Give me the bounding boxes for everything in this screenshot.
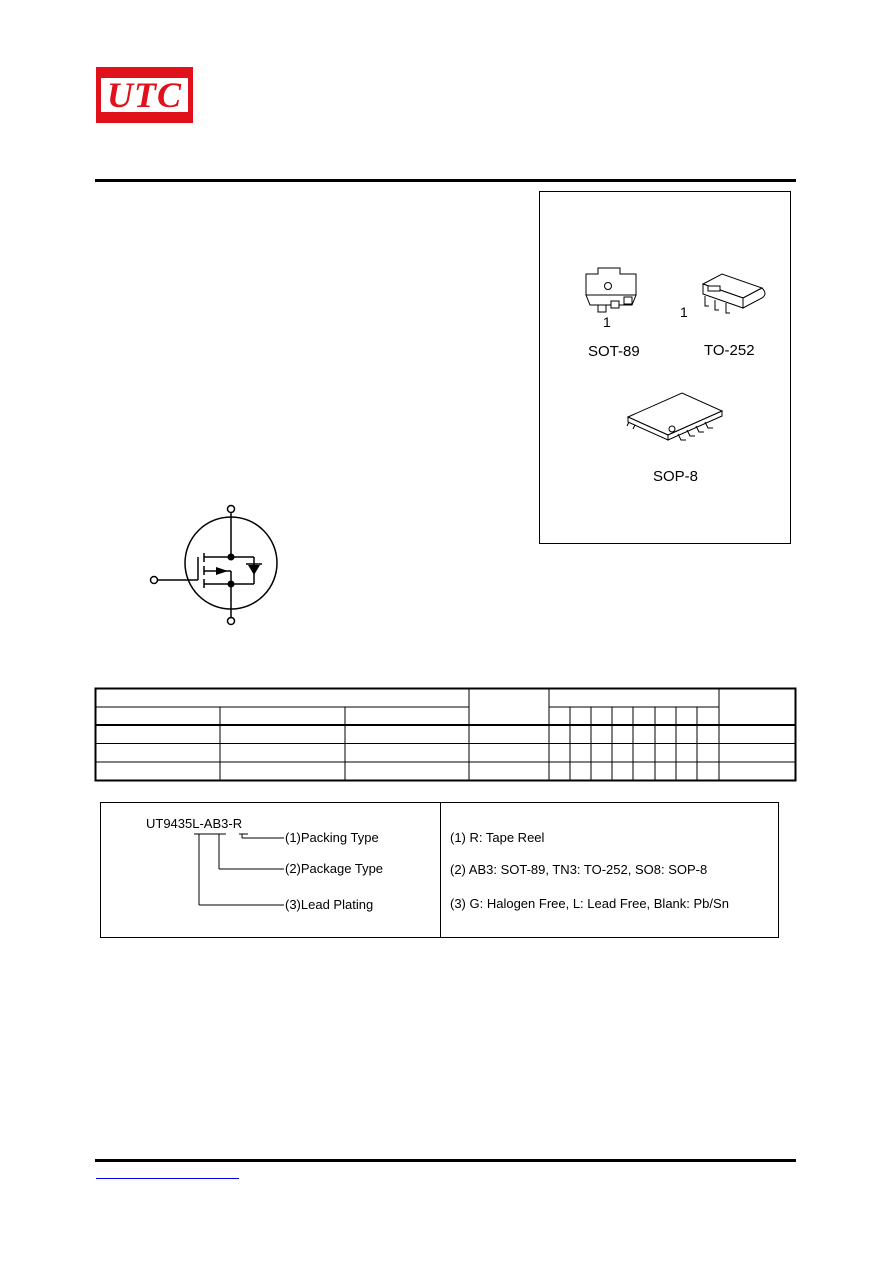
note-plating: (3) G: Halogen Free, L: Lead Free, Blank: Pb/Sn [450,896,729,911]
field-packing-type: (1)Packing Type [285,830,379,845]
field-package-type: (2)Package Type [285,861,384,876]
note-packing: (1) R: Tape Reel [450,830,545,845]
note-package: (2) AB3: SOT-89, TN3: TO-252, SO8: SOP-8 [450,862,708,877]
to252-label: TO-252 [704,342,755,359]
field-lead-plating: (3)Lead Plating [285,897,374,912]
part-number: UT9435L-AB3-R [146,816,243,831]
sop8-label: SOP-8 [653,468,699,485]
footer-rule [95,1159,796,1162]
part-number-decoder [100,802,779,938]
sot89-pin-label: 1 [603,314,611,330]
utc-logo-text: UTC [107,75,182,115]
to252-pin-label: 1 [680,304,688,320]
decoder-divider [440,803,441,937]
sot89-label: SOT-89 [588,343,640,360]
website-link[interactable] [96,1178,239,1179]
